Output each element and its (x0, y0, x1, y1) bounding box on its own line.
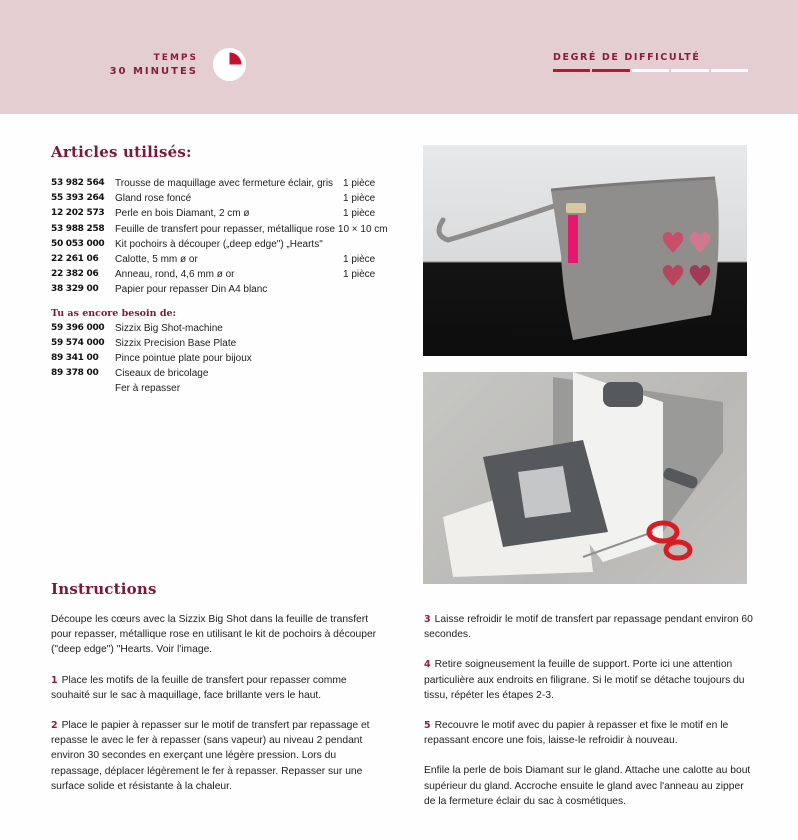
article-code: 12 202 573 (51, 208, 105, 219)
article-qty: 1 pièce (343, 193, 376, 205)
step-text: Place le papier à repasser sur le motif de transfert par repassage et repasse le avec le fer à repasser (sans vapeur) au niveau 2 pendant environ 30 secondes en exerçant une légère pression. Lors du repassage, déplacer légèrement le fer à repasser. Repasser sur une surface solide et résistante à la chaleur. (51, 720, 370, 792)
article-name: Calotte, 5 mm ø or (115, 254, 198, 266)
article-row (51, 336, 401, 351)
instructions-intro: Découpe les cœurs avec la Sizzix Big Shot dans la feuille de transfert pour repasser, métallique rose en utilisant le kit de pochoirs à découper ("deep edge") "Hearts. Voir l'image. (51, 614, 377, 656)
header-band (0, 0, 798, 114)
article-code: 53 982 564 (51, 178, 105, 188)
step-text: Retire soigneusement la feuille de support. Porte ici une attention particulière aux endroits en filigrane. Si le motif se détache toujours du tissu, répéter les étapes 2-3. (424, 659, 745, 701)
article-name: Pince pointue plate pour bijoux (115, 353, 252, 365)
instructions-right-column (424, 612, 754, 824)
step-number: 4 (424, 659, 431, 671)
step-number: 2 (51, 720, 58, 732)
article-name: Papier pour repasser Din A4 blanc (115, 284, 268, 296)
articles-title: Articles utilisés: (51, 143, 192, 161)
article-row (51, 222, 401, 237)
article-code: 50 053 000 (51, 238, 105, 249)
step-text: Recouvre le motif avec du papier à repasser et fixe le motif en le repassant encore une fois, laisse-le refroidir à nouveau. (424, 720, 729, 747)
article-row (51, 381, 401, 396)
article-name: Perle en bois Diamant, 2 cm ø (115, 208, 250, 220)
article-code: 89 341 00 (51, 353, 99, 364)
article-qty: 1 pièce (343, 178, 376, 189)
article-name: Sizzix Precision Base Plate (115, 337, 237, 349)
instructions-title: Instructions (51, 580, 157, 598)
instruction-step (424, 657, 754, 703)
article-code: 22 382 06 (51, 269, 99, 280)
article-name: Anneau, rond, 4,6 mm ø or (115, 269, 235, 281)
difficulty-label: DEGRÉ DE DIFFICULTÉ (553, 52, 701, 63)
time-block (110, 52, 198, 78)
article-name: Trousse de maquillage avec fermeture éclair, gris (115, 178, 334, 189)
article-name: Kit pochoirs à découper („deep edge") „Hearts" (115, 238, 323, 250)
article-code: 38 329 00 (51, 284, 99, 295)
instruction-step (424, 612, 754, 642)
article-qty: 1 pièce (343, 269, 376, 281)
article-row (51, 252, 401, 267)
instruction-step (51, 718, 381, 794)
photo-makeup-bag (423, 145, 747, 356)
step-text: Laisse refroidir le motif de transfert par repassage pendant environ 60 secondes. (424, 614, 753, 641)
step-number: 1 (51, 674, 58, 686)
article-row (51, 351, 401, 366)
article-code: 55 393 264 (51, 193, 105, 204)
makeup-bag-illustration (423, 145, 747, 356)
clock-pie-svg (213, 48, 246, 81)
article-row (51, 321, 401, 336)
difficulty-meter (553, 69, 748, 72)
time-label: TEMPS (153, 53, 198, 63)
difficulty-segment (711, 69, 748, 72)
instruction-step (424, 718, 754, 748)
article-name: Ciseaux de bricolage (115, 368, 209, 380)
difficulty-segment (632, 69, 669, 72)
article-name: Gland rose foncé (115, 193, 192, 205)
difficulty-segment (592, 69, 629, 72)
extra-items-title: Tu as encore besoin de: (51, 307, 177, 319)
step-number: 3 (424, 614, 431, 625)
time-value: 30 MINUTES (109, 66, 198, 77)
difficulty-block (553, 52, 748, 72)
article-code (51, 381, 115, 396)
article-code: 59 396 000 (51, 322, 105, 333)
article-row (51, 206, 401, 221)
sizzix-illustration (423, 372, 747, 584)
difficulty-segment (671, 69, 708, 72)
article-name: Feuille de transfert pour repasser, métallique rose 10 × 10 cm (115, 223, 388, 235)
article-row (51, 267, 401, 282)
article-row (51, 366, 401, 381)
article-row (51, 282, 401, 297)
instructions-left-column (51, 612, 381, 809)
article-code: 53 988 258 (51, 223, 105, 234)
article-code: 89 378 00 (51, 368, 99, 379)
article-qty: 1 pièce (343, 208, 376, 220)
step-number: 5 (424, 720, 431, 732)
article-row (51, 191, 401, 206)
instructions-outro: Enfile la perle de bois Diamant sur le gland. Attache une calotte au bout supérieur du gland. Accroche ensuite le gland avec l'anneau au zipper de la fermeture éclair du sac à cosmétiques. (424, 765, 751, 807)
step-text: Place les motifs de la feuille de transfert pour repasser comme souhaité sur le sac à maquillage, face brillante vers le haut. (51, 674, 347, 701)
article-row (51, 237, 401, 252)
articles-list (51, 176, 401, 397)
photo-sizzix-machine (423, 372, 747, 584)
clock-pie-icon (213, 48, 246, 81)
difficulty-segment (553, 69, 590, 72)
article-code: 59 574 000 (51, 337, 105, 348)
article-row (51, 176, 401, 191)
article-name: Sizzix Big Shot-machine (115, 322, 223, 334)
article-name: Fer à repasser (115, 383, 181, 395)
article-qty: 1 pièce (343, 254, 376, 266)
instruction-step (51, 673, 381, 703)
article-code: 22 261 06 (51, 254, 99, 265)
